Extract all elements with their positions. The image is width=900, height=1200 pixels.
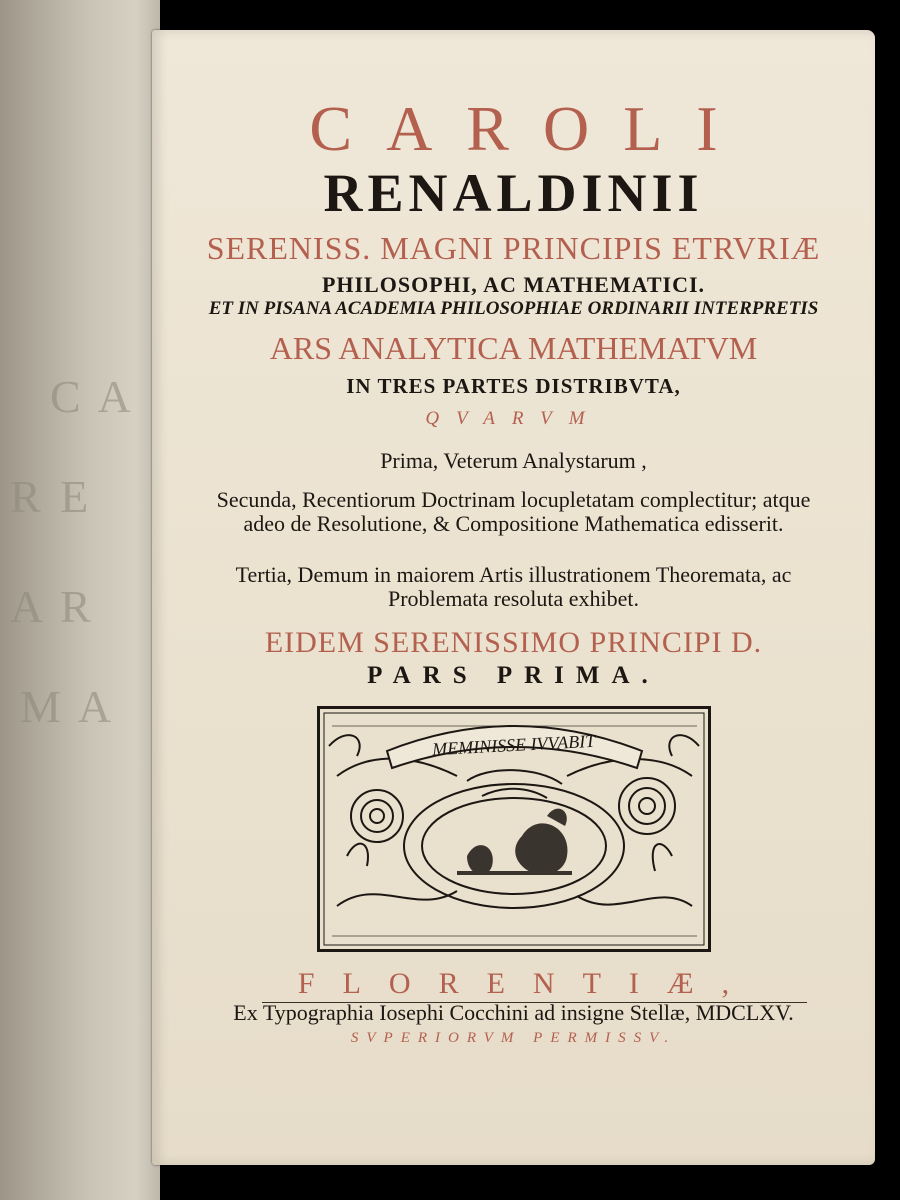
- bleed-through-text: M A: [20, 681, 116, 732]
- permission-line: SVPERIORVM PERMISSV.: [350, 1030, 677, 1046]
- part-two: Secunda, Recentiorum Doctrinam locupletatam complectitur; atque adeo de Resolutione, & Compositione Mathematica edisserit.: [216, 487, 811, 536]
- motto-text: MEMINISSE IVVABIT: [431, 730, 596, 760]
- author-last-name: RENALDINII: [323, 163, 704, 223]
- pars-prima: PARS PRIMA.: [367, 662, 660, 689]
- place-of-publication: FLORENTIÆ,: [297, 967, 758, 1000]
- printers-device-woodcut: [317, 706, 711, 952]
- dedication-line: EIDEM SERENISSIMO PRINCIPI D.: [264, 626, 763, 659]
- office-line: PHILOSOPHI, AC MATHEMATICI.: [321, 272, 706, 297]
- bleed-through-text: A R: [10, 581, 95, 632]
- patron-line: SERENISS. MAGNI PRINCIPIS ETRVRIÆ: [206, 230, 821, 266]
- bleed-through-text: C A: [50, 371, 135, 422]
- part-one: Prima, Veterum Analystarum ,: [380, 448, 647, 473]
- parts-line: IN TRES PARTES DISTRIBVTA,: [346, 374, 681, 398]
- academy-line: ET IN PISANA ACADEMIA PHILOSOPHIAE ORDINARII INTERPRETIS: [208, 298, 819, 319]
- printer-imprint: Ex Typographia Iosephi Cocchini ad insigne Stellæ, MDCLXV.: [233, 1000, 794, 1025]
- part-three: Tertia, Demum in maiorem Artis illustrationem Theoremata, ac Problemata resoluta exhibet.: [235, 562, 792, 611]
- title-page: [152, 30, 875, 1165]
- quarum-line: QVARVM: [425, 408, 602, 429]
- bleed-through-text: R E: [10, 471, 93, 522]
- facing-page: [0, 0, 160, 1200]
- author-first-name: CAROLI: [309, 93, 752, 164]
- work-title: ARS ANALYTICA MATHEMATVM: [269, 330, 758, 366]
